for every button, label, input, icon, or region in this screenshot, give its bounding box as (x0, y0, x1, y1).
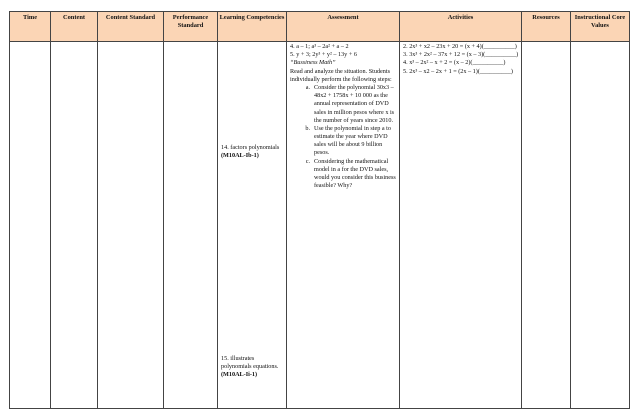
assessment-item-4: 4. a – 1; a³ – 2a² + a – 2 (290, 43, 349, 50)
header-assessment: Assessment (287, 12, 400, 42)
step-b-text: Use the polynomial in step a to estimate the year where DVD sales will be about 9 billion pesos. (314, 124, 391, 157)
content-cell (51, 42, 98, 409)
activity-2: 2. 2x³ + x2 – 23x + 20 = (x + 4)(__________) (403, 43, 517, 50)
step-c-marker: c. (305, 157, 310, 165)
competency-15 (221, 355, 284, 380)
activities-block (403, 43, 519, 76)
competencies-cell (218, 42, 287, 409)
header-time: Time (10, 12, 51, 42)
performance-standard-cell (164, 42, 218, 409)
header-resources: Resources (522, 12, 571, 42)
header-learning-competencies: Learning Competencies (218, 12, 287, 42)
activity-3: 3. 3x³ + 2x² – 37x + 12 = (x – 3)(__________) (403, 51, 519, 59)
step-b (290, 125, 397, 158)
step-b-marker: b. (305, 124, 310, 132)
header-core-values: Instructional Core Values (571, 12, 630, 42)
core-values-cell (571, 42, 630, 409)
header-row (10, 12, 630, 42)
resources-cell (522, 42, 571, 409)
assessment-instruction: Read and analyze the situation. Students individually perform the following steps: (290, 67, 392, 83)
time-cell (10, 42, 51, 409)
activity-5: 5. 2x³ – x2 – 2x + 1 = (2x – 1)(__________) (403, 67, 513, 75)
content-standard-cell (98, 42, 164, 409)
body-row (10, 42, 630, 409)
competency-14-text: 14. factors polynomials (221, 144, 280, 151)
lesson-plan-table (9, 11, 630, 409)
header-content-standard: Content Standard (98, 12, 164, 42)
step-c (290, 158, 397, 191)
step-a-text: Consider the polynomial 30x3 – 48x2 + 1758x + 10 000 as the annual representation of DVD sales in million pesos where x is the number of years since 2010. (314, 83, 395, 124)
assessment-steps (290, 84, 397, 190)
activity-4: 4. x³ – 2x² – x + 2 = (x – 2)(__________) (403, 59, 506, 67)
assessment-block (290, 43, 397, 190)
activities-cell (400, 42, 522, 409)
header-activities: Activities (400, 12, 522, 42)
assessment-heading: “Bussiness Math” (290, 59, 336, 67)
competency-15-code: (M10AL-Ii-1) (221, 371, 258, 379)
step-c-text: Considering the mathematical model in a for the DVD sales, would you consider this business feasible? Why? (314, 157, 396, 190)
competency-15-text: 15. illustrates polynomials equations. (221, 355, 279, 371)
header-performance-standard: Performance Standard (164, 12, 218, 42)
competency-14 (221, 144, 284, 160)
header-content: Content (51, 12, 98, 42)
assessment-item-5: 5. y + 3; 2y³ + y² – 13y + 6 (290, 51, 357, 59)
assessment-cell (287, 42, 400, 409)
step-a (290, 84, 397, 125)
step-a-marker: a. (305, 83, 310, 91)
competency-14-code: (M10AL-Ib-1) (221, 152, 259, 160)
